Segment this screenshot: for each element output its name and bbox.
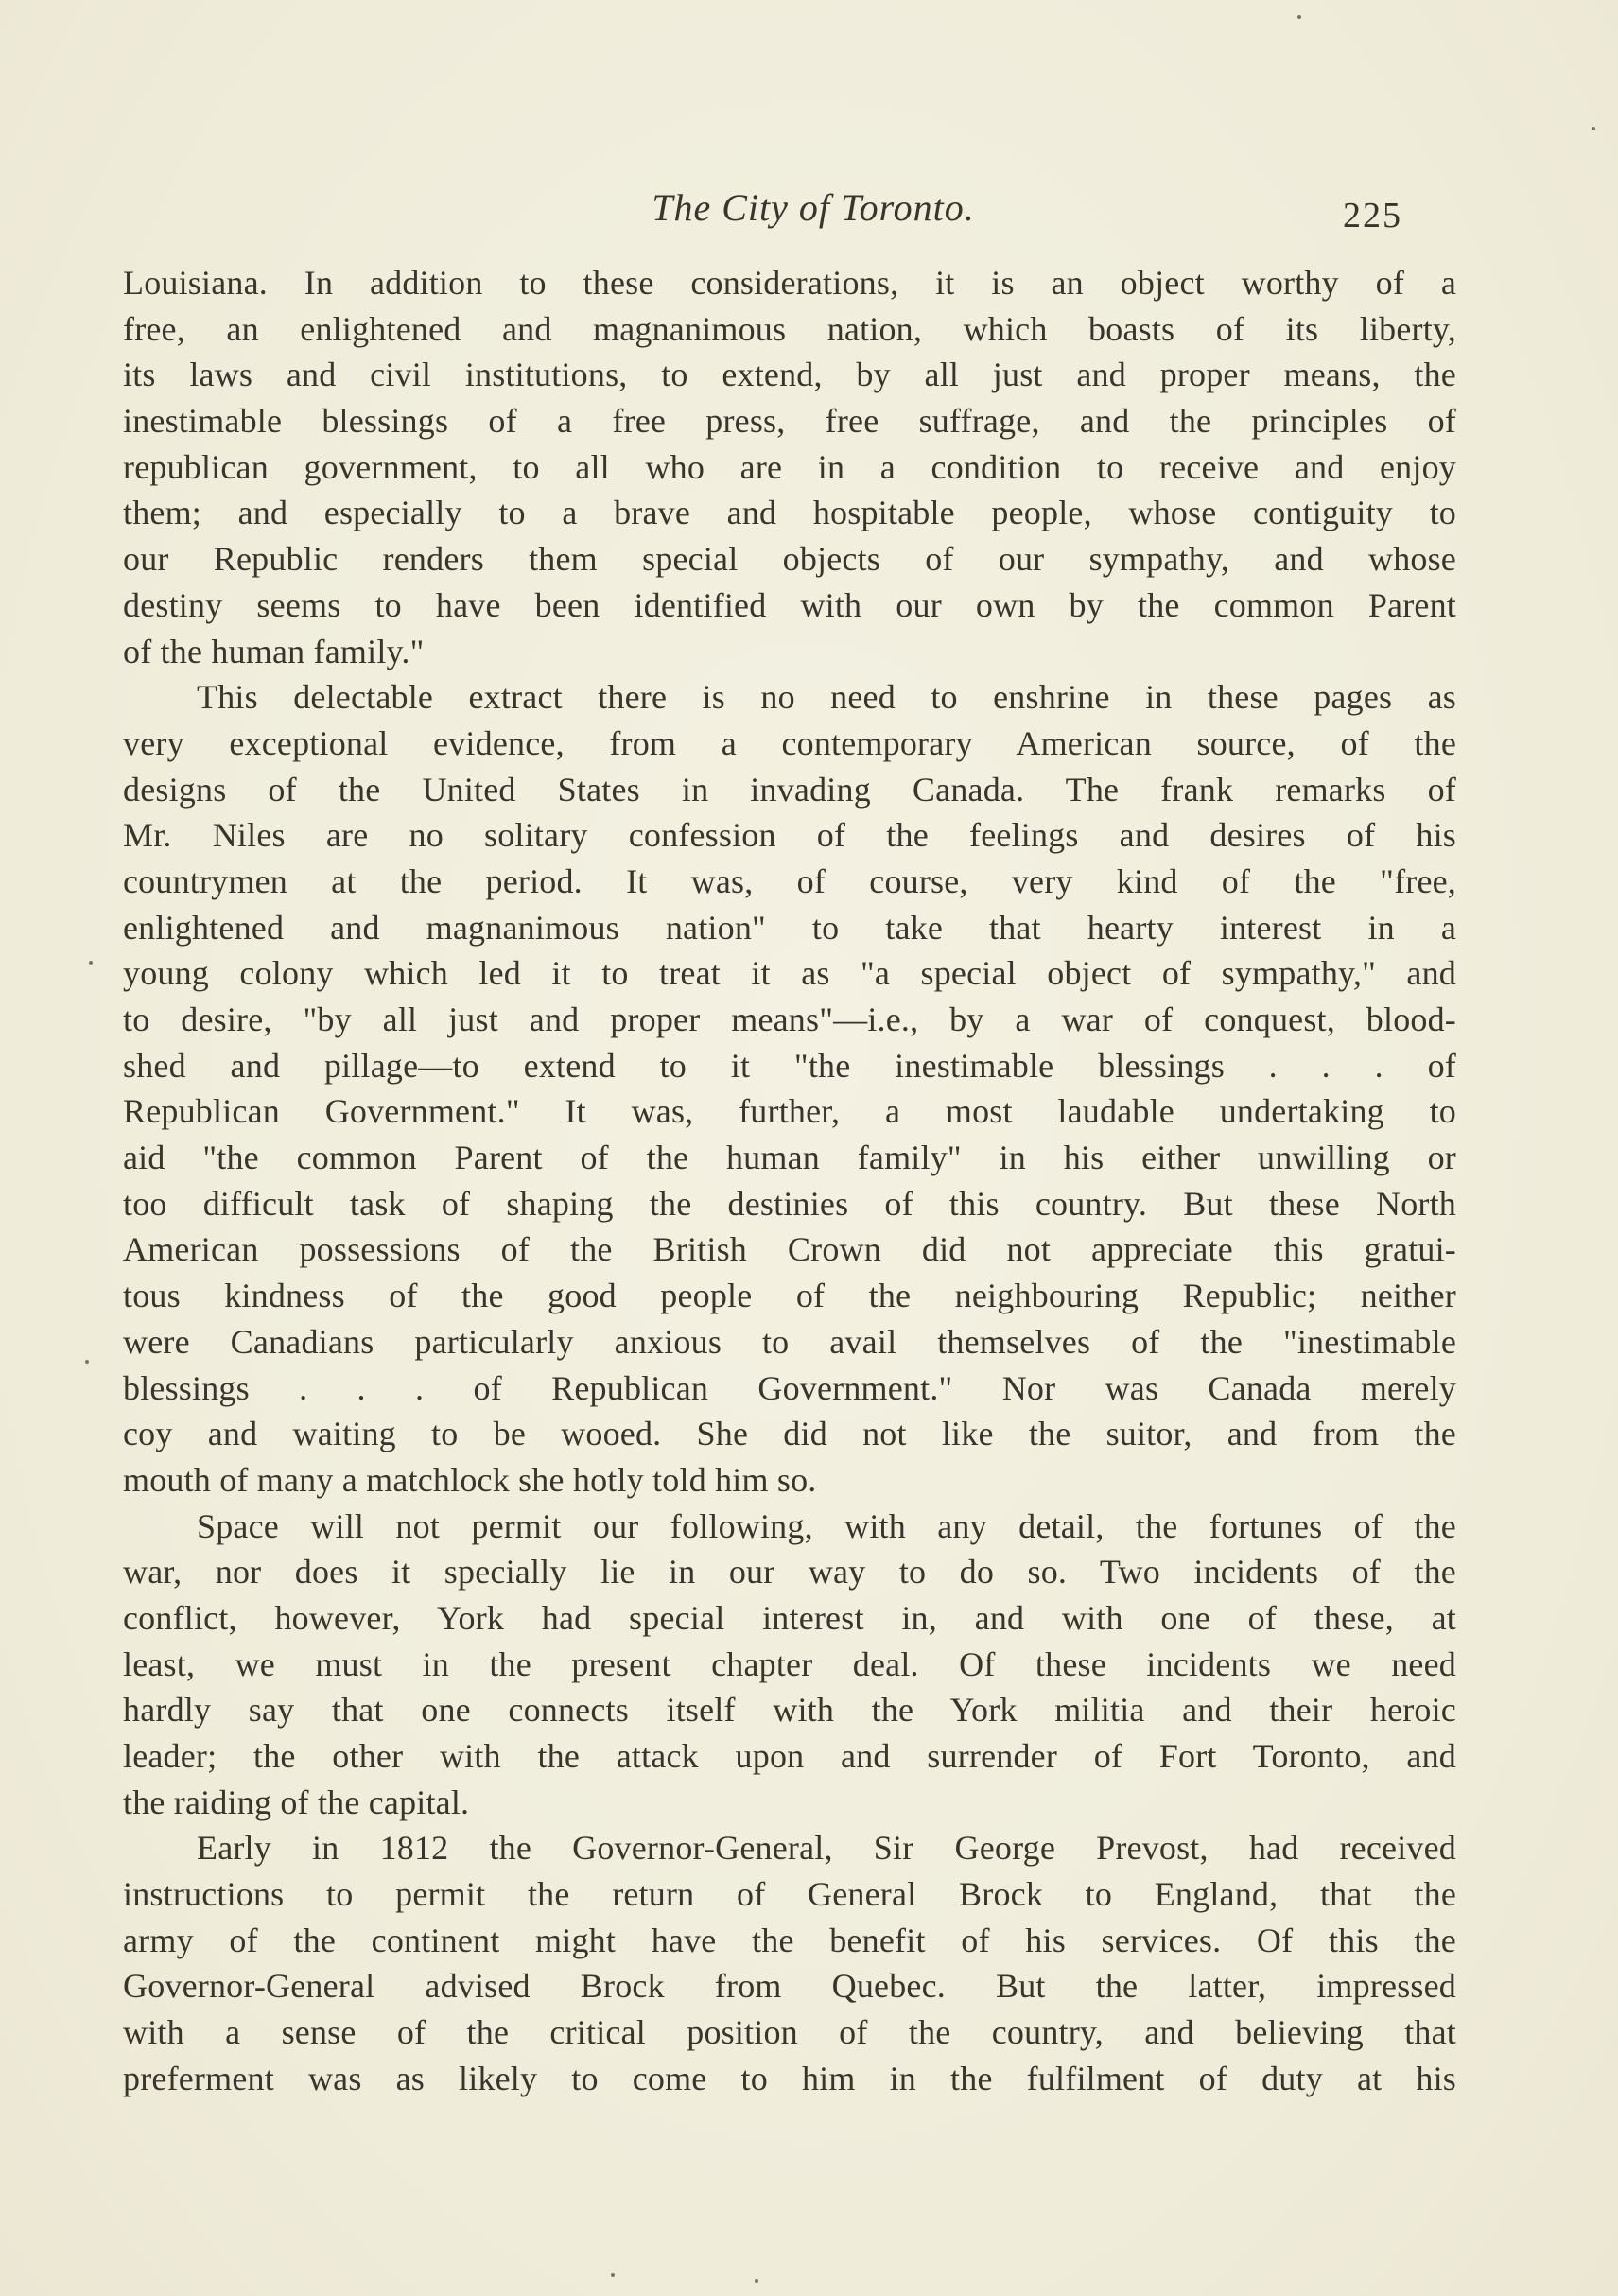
text-line: too difficult task of shaping the destinies of this country. But these North (123, 1184, 1456, 1223)
text-line: hardly say that one connects itself with the York militia and their heroic (123, 1691, 1456, 1730)
paper-speck (1297, 15, 1301, 19)
running-head-title: The City of Toronto. (652, 186, 975, 229)
text-line: free, an enlightened and magnanimous nation, which boasts of its liberty, (123, 309, 1456, 348)
text-line: very exceptional evidence, from a contemporary American source, of the (123, 723, 1456, 762)
text-line: Louisiana. In addition to these considerations, it is an object worthy of a (123, 264, 1456, 302)
text-line: American possessions of the British Crown did not appreciate this gratui- (123, 1230, 1456, 1269)
text-line: republican government, to all who are in a condition to receive and enjoy (123, 447, 1456, 486)
text-line: the raiding of the capital. (123, 1783, 470, 1821)
text-line: young colony which led it to treat it as "a special object of sympathy," and (123, 954, 1456, 993)
paragraph-first-line: Space will not permit our following, with any detail, the fortunes of the (197, 1506, 1456, 1545)
text-line: tous kindness of the good people of the neighbouring Republic; neither (123, 1277, 1456, 1315)
paper-speck (85, 1360, 89, 1364)
text-line: them; and especially to a brave and hospitable people, whose contiguity to (123, 494, 1456, 532)
text-line: countrymen at the period. It was, of course, very kind of the "free, (123, 861, 1456, 900)
text-line: least, we must in the present chapter deal. Of these incidents we need (123, 1644, 1456, 1683)
text-line: enlightened and magnanimous nation" to take that hearty interest in a (123, 908, 1456, 947)
text-line: with a sense of the critical position of the country, and believing that (123, 2013, 1456, 2052)
text-line: preferment was as likely to come to him in the fulfilment of duty at his (123, 2059, 1456, 2097)
text-line: Mr. Niles are no solitary confession of the feelings and desires of his (123, 816, 1456, 855)
text-line: of the human family." (123, 632, 425, 670)
text-line: Republican Government." It was, further, a most laudable undertaking to (123, 1092, 1456, 1131)
paragraph-first-line: Early in 1812 the Governor-General, Sir George Prevost, had received (197, 1829, 1456, 1868)
text-line: designs of the United States in invading Canada. The frank remarks of (123, 770, 1456, 809)
text-line: conflict, however, York had special interest in, and with one of these, at (123, 1598, 1456, 1637)
paper-speck (755, 2279, 758, 2283)
text-line: army of the continent might have the benefit of his services. Of this the (123, 1921, 1456, 1959)
paper-speck (611, 2273, 615, 2277)
text-line: inestimable blessings of a free press, free suffrage, and the principles of (123, 402, 1456, 441)
text-line: its laws and civil institutions, to extend, by all just and proper means, the (123, 356, 1456, 394)
text-line: Governor-General advised Brock from Quebec. But the latter, impressed (123, 1967, 1456, 2006)
text-line: our Republic renders them special objects of our sympathy, and whose (123, 540, 1456, 579)
text-line: instructions to permit the return of General Brock to England, that the (123, 1875, 1456, 1914)
paper-speck (1592, 127, 1595, 130)
text-line: coy and waiting to be wooed. She did not like the suitor, and from the (123, 1415, 1456, 1453)
text-line: aid "the common Parent of the human family" in his either unwilling or (123, 1139, 1456, 1177)
text-line: to desire, "by all just and proper means"—i.e., by a war of conquest, blood- (123, 1000, 1456, 1038)
text-line: shed and pillage—to extend to it "the inestimable blessings . . . of (123, 1046, 1456, 1085)
paragraph-first-line: This delectable extract there is no need to enshrine in these pages as (197, 678, 1456, 717)
paper-speck (89, 961, 93, 965)
body-text (123, 260, 1456, 2102)
text-line: blessings . . . of Republican Government." Nor was Canada merely (123, 1368, 1456, 1407)
page-number: 225 (1343, 196, 1402, 235)
text-line: war, nor does it specially lie in our way to do so. Two incidents of the (123, 1553, 1456, 1592)
text-line: leader; the other with the attack upon and surrender of Fort Toronto, and (123, 1737, 1456, 1775)
text-line: destiny seems to have been identified with our own by the common Parent (123, 585, 1456, 624)
text-line: mouth of many a matchlock she hotly told him so. (123, 1460, 817, 1499)
text-line: were Canadians particularly anxious to avail themselves of the "inestimable (123, 1322, 1456, 1361)
